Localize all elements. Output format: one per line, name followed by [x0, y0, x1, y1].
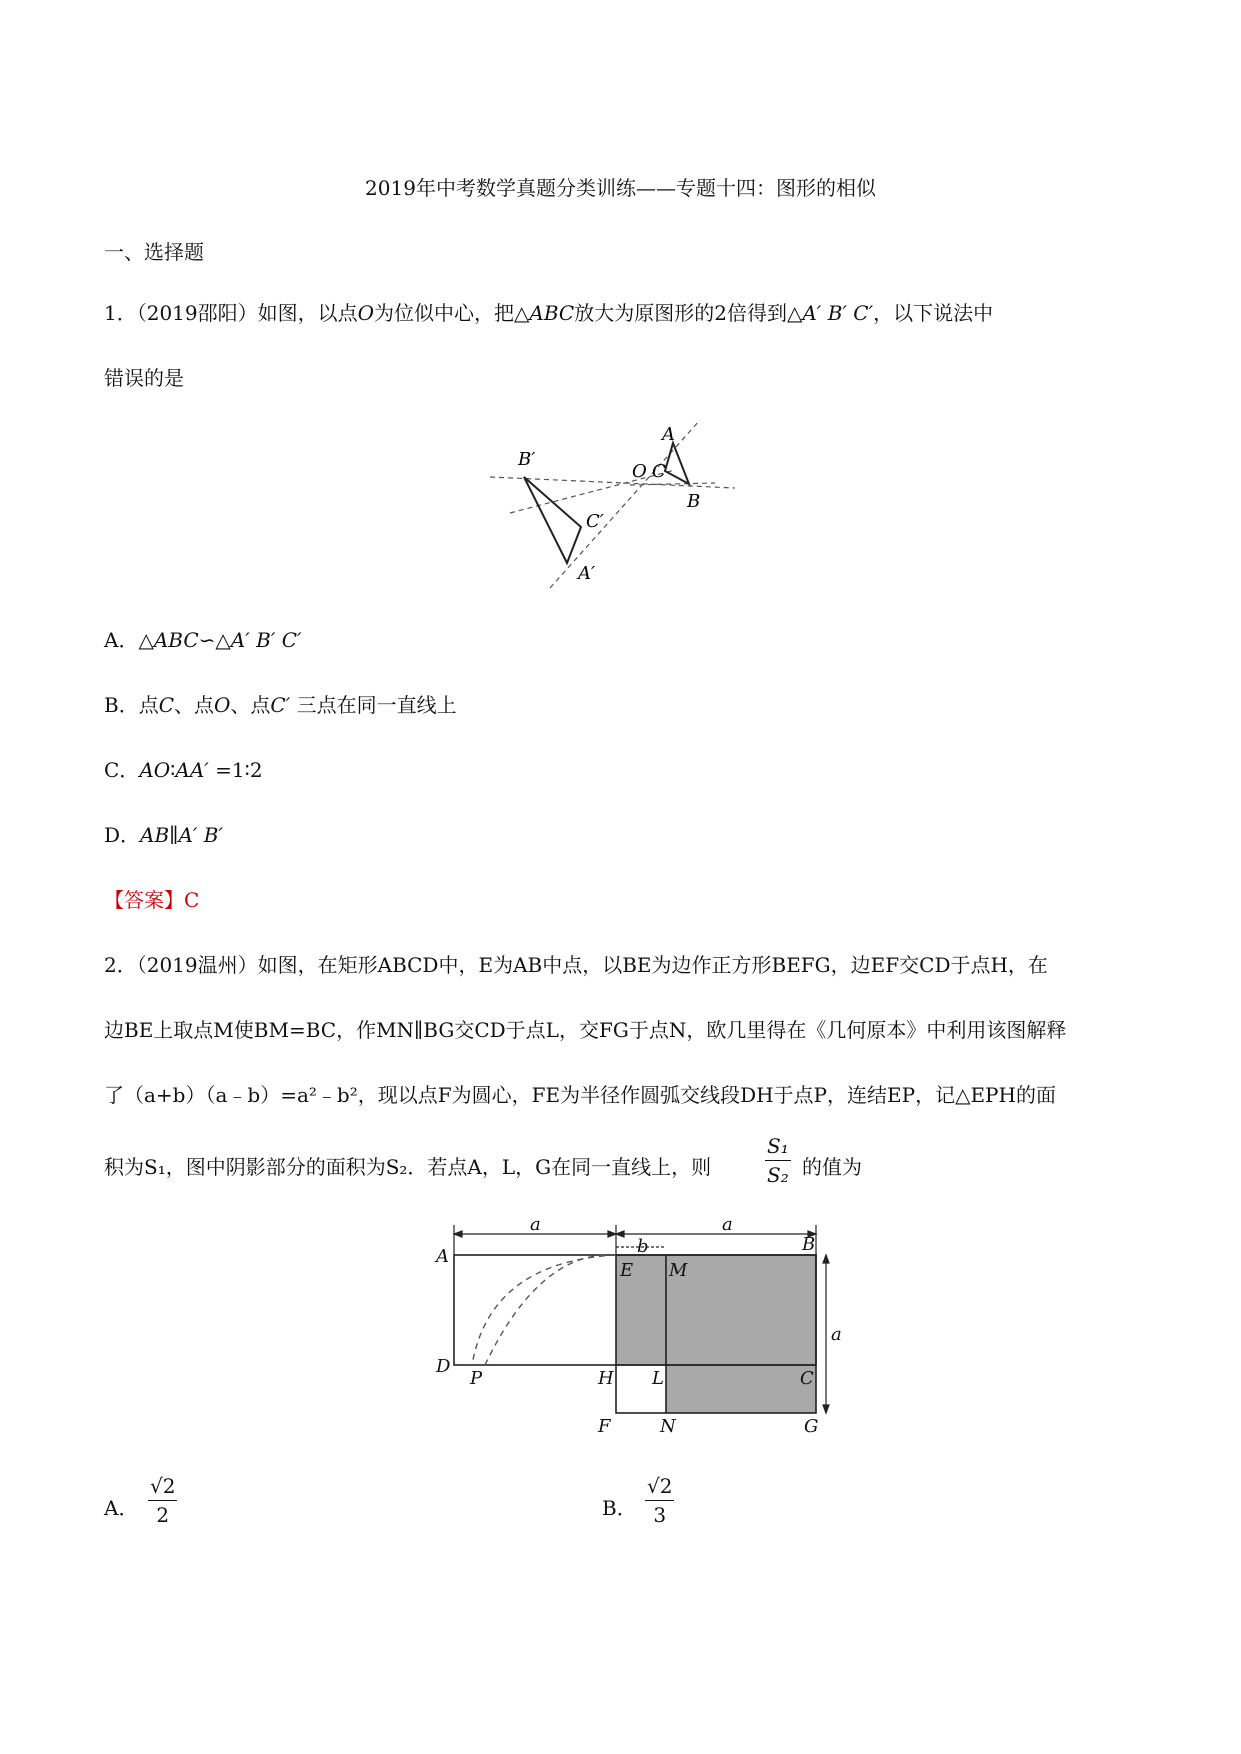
fig2-label-L: L [652, 1368, 664, 1389]
q1-option-b: B．点C、点O、点C′ 三点在同一直线上 [104, 693, 457, 717]
q2-option-a-value: $\frac{√2}{2}$ [150, 1474, 176, 1527]
fig2-label-H: H [598, 1368, 614, 1389]
q2-fraction: $\frac{\text{S₁}}{\text{S₂}}$ [767, 1134, 789, 1187]
q2-stem-line4-end: 的值为 [802, 1155, 862, 1179]
fig2-label-a-side: a [831, 1324, 842, 1345]
q1-option-a: A．△ABC∽△A′ B′ C′ [104, 628, 302, 652]
fig2-label-a-left: a [530, 1214, 541, 1235]
fig2-label-P: P [470, 1368, 483, 1389]
q2-option-b-value: $\frac{√2}{3}$ [647, 1474, 673, 1527]
q2-figure [430, 1214, 842, 1442]
fig1-label-Cp: C′ [586, 511, 604, 532]
fig1-label-B: B [687, 491, 701, 512]
fig1-label-C: C [652, 461, 666, 482]
section-heading: 一、选择题 [104, 240, 204, 264]
q2-stem-line3: 了（a+b）（a﹣b）=a²﹣b²，现以点F为圆心，FE为半径作圆弧交线段DH于点P，连结EP，记△EPH的面 [104, 1083, 1056, 1107]
q2-stem-line1: 2．（2019温州）如图，在矩形ABCD中，E为AB中点，以BE为边作正方形BEFG，边EF交CD于点H，在 [104, 953, 1048, 977]
fig2-label-C: C [800, 1368, 814, 1389]
fig2-label-B: B [802, 1234, 816, 1255]
q2-stem-line2: 边BE上取点M使BM=BC，作MN∥BG交CD于点L，交FG于点N，欧几里得在《几何原本》中利用该图解释 [104, 1018, 1067, 1042]
q1-figure [490, 415, 750, 600]
fig2-label-b: b [637, 1236, 649, 1257]
fig2-label-F: F [598, 1416, 611, 1437]
q1-option-d: D．AB∥A′ B′ [104, 823, 224, 847]
q1-stem-line1: 1．（2019邵阳）如图，以点O为位似中心，把△ABC放大为原图形的2倍得到△A′ B′ C′，以下说法中 [104, 301, 994, 325]
q2-stem-line4: 积为S₁，图中阴影部分的面积为S₂．若点A，L，G在同一直线上，则 [104, 1155, 712, 1179]
q2-option-b-key: B． [602, 1496, 637, 1520]
fig2-label-A: A [436, 1246, 449, 1267]
fig2-label-a-right: a [722, 1214, 733, 1235]
fig2-label-M: M [669, 1260, 688, 1281]
fig1-label-A: A [662, 424, 675, 445]
q2-option-a-key: A． [104, 1496, 139, 1520]
fig2-label-N: N [660, 1416, 676, 1437]
q1-option-c: C．AO∶AA′ =1∶2 [104, 758, 263, 782]
fig2-label-G: G [804, 1416, 819, 1437]
fig1-label-Ap: A′ [578, 563, 596, 584]
fig2-label-D: D [436, 1356, 451, 1377]
fig1-label-Bp: B′ [518, 449, 536, 470]
page-title: 2019年中考数学真题分类训练——专题十四：图形的相似 [365, 176, 876, 200]
q1-answer: 【答案】C [104, 888, 200, 912]
fig2-label-E: E [620, 1260, 634, 1281]
q1-stem-line2: 错误的是 [104, 366, 184, 390]
fig1-label-O: O [632, 461, 647, 482]
